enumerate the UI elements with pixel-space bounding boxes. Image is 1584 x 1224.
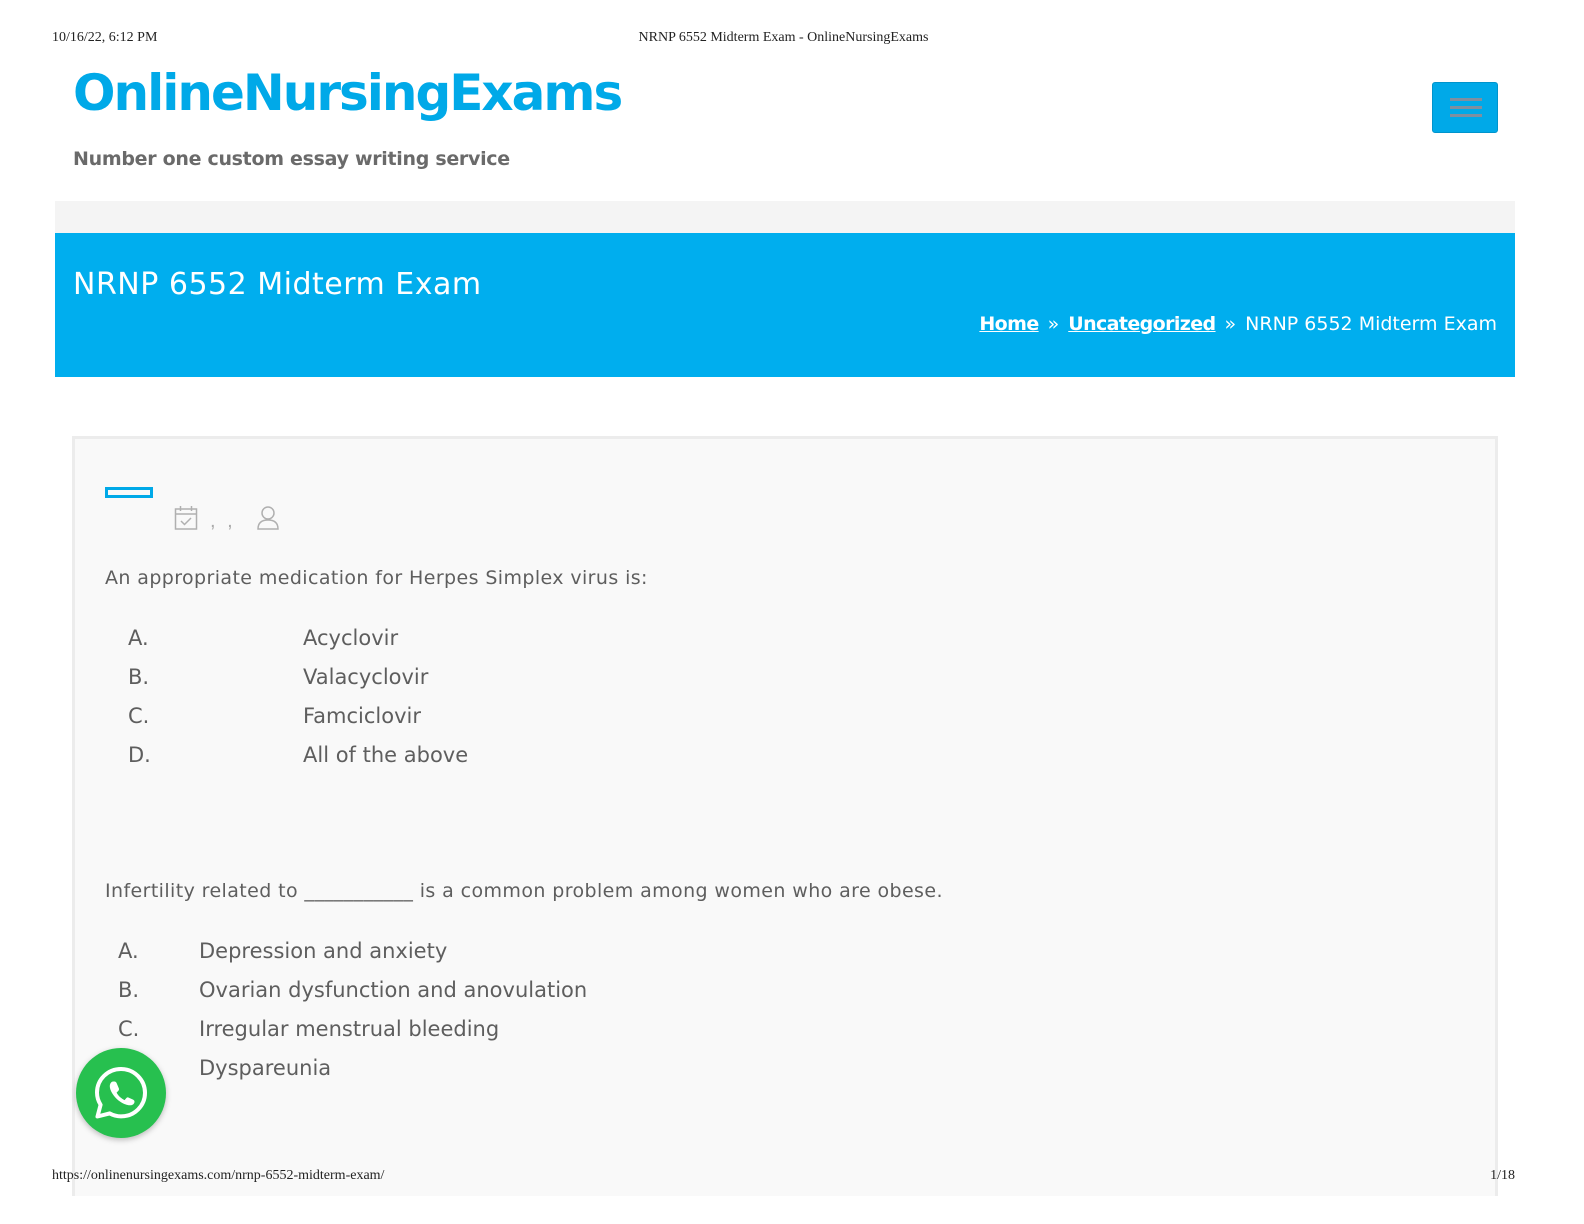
question-prompt: Infertility related to ___________ is a common problem among women who are obese. [105,880,943,902]
option-text: Acyclovir [303,626,399,650]
option-letter: D. [128,743,151,767]
site-tagline: Number one custom essay writing service [73,148,510,170]
meta-separators: , , [210,509,236,532]
breadcrumb-category-link[interactable]: Uncategorized [1068,313,1216,335]
header-divider-band [55,201,1515,233]
print-header [52,30,1515,50]
option-text: Famciclovir [303,704,421,728]
print-document-title: NRNP 6552 Midterm Exam - OnlineNursingExams [638,30,929,45]
print-datetime: 10/16/22, 6:12 PM [52,30,158,45]
print-page-number: 1/18 [1490,1168,1515,1183]
option-letter: A. [118,939,139,963]
print-footer [52,1168,1515,1188]
page-banner [55,233,1515,377]
option-text: Valacyclovir [303,665,429,689]
hamburger-menu-icon [1450,98,1482,101]
user-icon [256,505,280,537]
option-letter: B. [118,978,140,1002]
breadcrumb [979,313,1497,335]
calendar-check-icon [174,505,198,537]
option-text: Depression and anxiety [199,939,448,963]
category-tag[interactable] [105,487,153,498]
site-title-link[interactable]: OnlineNursingExams [73,64,622,122]
print-url: https://onlinenursingexams.com/nrnp-6552-midterm-exam/ [52,1168,385,1183]
page-title: NRNP 6552 Midterm Exam [73,267,482,302]
hamburger-menu-icon-bar [1450,114,1482,117]
option-text: Irregular menstrual bleeding [199,1017,500,1041]
question-prompt: An appropriate medication for Herpes Simplex virus is: [105,567,648,589]
breadcrumb-separator: » [1047,313,1060,335]
option-text: Dyspareunia [199,1056,332,1080]
post-content [72,436,1498,1196]
whatsapp-icon [93,1065,149,1121]
hamburger-menu-icon-bar [1450,106,1482,109]
option-letter: B. [128,665,150,689]
whatsapp-chat-button[interactable] [76,1048,166,1138]
option-text: All of the above [303,743,469,767]
hamburger-menu-button[interactable] [1432,82,1498,133]
breadcrumb-current: NRNP 6552 Midterm Exam [1245,313,1497,335]
post-meta [174,507,280,535]
option-letter: C. [118,1017,140,1041]
breadcrumb-separator: » [1224,313,1237,335]
option-letter: A. [128,626,149,650]
option-letter: C. [128,704,150,728]
breadcrumb-home-link[interactable]: Home [979,313,1039,335]
option-text: Ovarian dysfunction and anovulation [199,978,588,1002]
